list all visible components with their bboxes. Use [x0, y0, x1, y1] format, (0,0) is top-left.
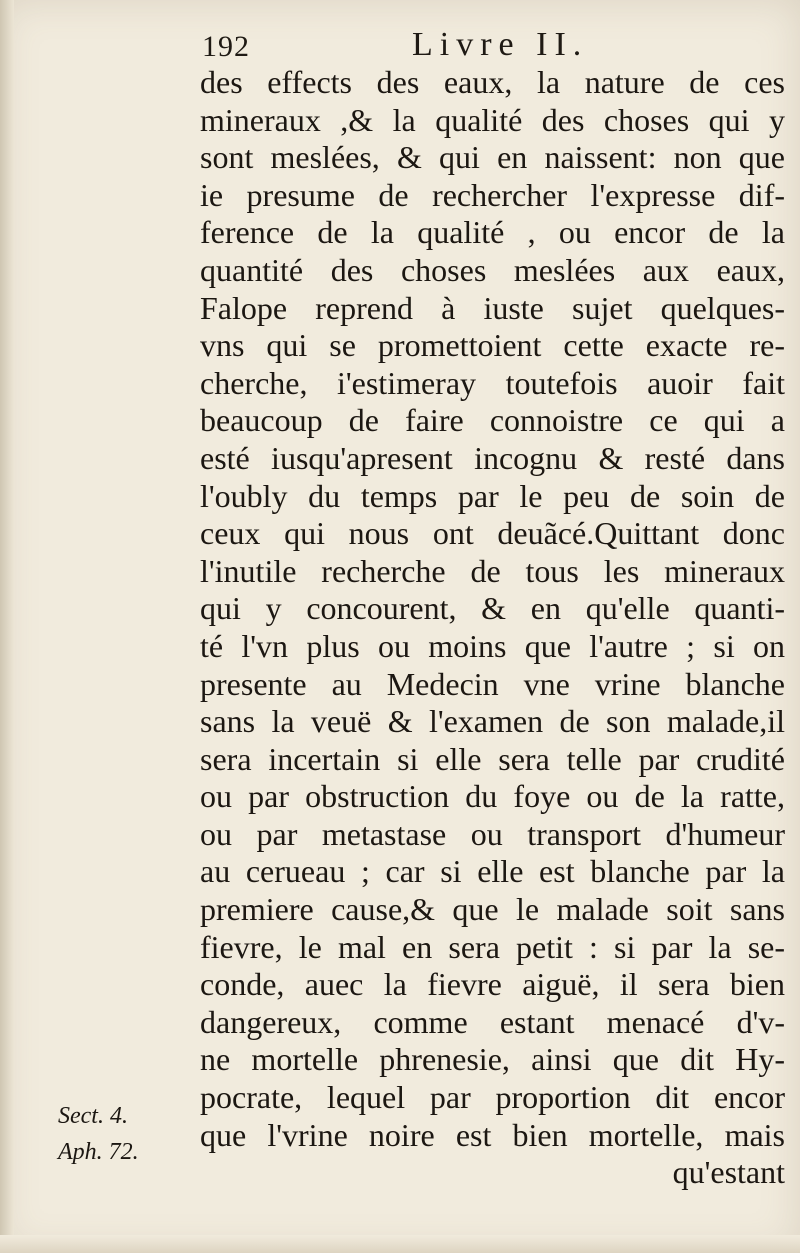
text-line: Falope reprend à iuste sujet quelques- [200, 289, 785, 326]
text-line: presente au Medecin vne vrine blanche [200, 665, 785, 702]
page-gutter [0, 0, 14, 1253]
text-line: premiere cause,& que le malade soit sans [200, 891, 785, 928]
text-line: ou par metastase ou transport d'humeur [200, 815, 785, 852]
text-line: ie presume de rechercher l'expresse dif- [200, 176, 785, 213]
text-line: vns qui se promettoient cette exacte re- [200, 327, 785, 364]
text-line: té l'vn plus ou moins que l'autre ; si on [200, 627, 785, 664]
text-line: sont meslées, & qui en naissent: non que [200, 139, 785, 176]
text-line: dangereux, comme estant menacé d'v- [200, 1003, 785, 1040]
marginal-note-aphorism: Aph. 72. [58, 1139, 139, 1165]
marginal-notes [58, 1098, 178, 1170]
text-line: qui y concourent, & en qu'elle quanti- [200, 590, 785, 627]
running-head: Livre II. [412, 26, 589, 63]
text-line: ference de la qualité , ou encor de la [200, 214, 785, 251]
body-text [200, 64, 785, 1192]
marginal-note-section: Sect. 4. [58, 1103, 128, 1129]
text-line: beaucoup de faire connoistre ce qui a [200, 402, 785, 439]
text-line: sans la veuë & l'examen de son malade,il [200, 703, 785, 740]
text-line: esté iusqu'apresent incognu & resté dans [200, 439, 785, 476]
text-line: fievre, le mal en sera petit : si par la se- [200, 928, 785, 965]
text-line: ou par obstruction du foye ou de la ratte, [200, 778, 785, 815]
text-line: l'inutile recherche de tous les mineraux [200, 552, 785, 589]
text-line: l'oubly du temps par le peu de soin de [200, 477, 785, 514]
text-line: au cerueau ; car si elle est blanche par la [200, 853, 785, 890]
text-line: ceux qui nous ont deuãcé.Quittant donc [200, 515, 785, 552]
text-line: des effects des eaux, la nature de ces [200, 64, 785, 100]
catchword: qu'estant [672, 1154, 785, 1191]
text-line: conde, auec la fievre aiguë, il sera bien [200, 966, 785, 1003]
text-line: mineraux ,& la qualité des choses qui y [200, 101, 785, 138]
text-line: pocrate, lequel par proportion dit encor [200, 1079, 785, 1116]
text-line: sera incertain si elle sera telle par crudité [200, 740, 785, 777]
text-line: ne mortelle phrenesie, ainsi que dit Hy- [200, 1041, 785, 1078]
page-number: 192 [202, 30, 250, 63]
text-line: quantité des choses meslées aux eaux, [200, 251, 785, 288]
page-bottom-edge [0, 1235, 800, 1253]
text-line: que l'vrine noire est bien mortelle, mais [200, 1116, 785, 1153]
text-line: cherche, i'estimeray toutefois auoir fait [200, 364, 785, 401]
